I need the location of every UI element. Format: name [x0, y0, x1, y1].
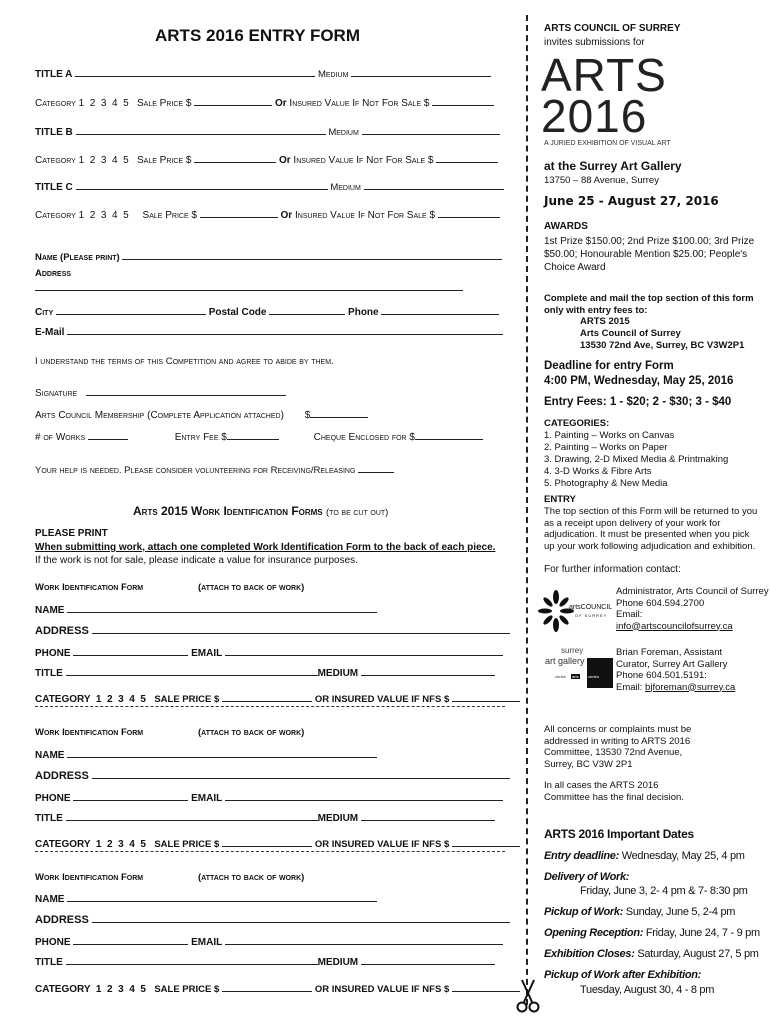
workid-phone-field[interactable] — [73, 933, 188, 945]
workid-email-label: EMAIL — [191, 793, 223, 804]
gallery-address: 13750 – 88 Avenue, Surrey — [544, 175, 659, 186]
arts-logo-word: ARTS — [541, 49, 667, 101]
workid-title-label: TITLE — [35, 957, 63, 968]
title-b-label: TITLE B — [35, 127, 73, 138]
membership-field[interactable] — [310, 406, 368, 418]
workid-sale-label: SALE PRICE $ — [154, 839, 220, 850]
signature-row — [35, 384, 286, 399]
city-label: City — [35, 307, 54, 318]
arts-council-logo-sub: OF SURREY — [575, 613, 608, 618]
name-field[interactable] — [122, 248, 502, 260]
num-works-label: # of Works — [35, 432, 86, 443]
phone-field[interactable] — [381, 303, 499, 315]
important-date-value: Sunday, June 5, 2-4 pm — [625, 906, 736, 918]
cheque-field[interactable] — [415, 428, 483, 440]
signature-field[interactable] — [86, 384, 286, 396]
workid-form-label: Work Identification Form — [35, 582, 144, 593]
contact-1-line: Administrator, Arts Council of Surrey — [616, 586, 769, 597]
workid-email-label: EMAIL — [191, 648, 223, 659]
title-c-row — [35, 178, 504, 193]
category-item: 4. 3-D Works & Fibre Arts — [544, 466, 652, 477]
important-date-label: Opening Reception: — [544, 927, 644, 939]
workid-name-field[interactable] — [67, 890, 377, 902]
workid-insured-label: OR INSURED VALUE IF NFS $ — [314, 694, 450, 705]
council-name: ARTS COUNCIL OF SURREY — [544, 23, 681, 34]
important-date-label: Pickup of Work after Exhibition: — [544, 969, 702, 981]
agreement-text: I understand the terms of this Competition and agree to abide by them. — [35, 356, 334, 367]
insured-value-b-field[interactable] — [436, 151, 498, 163]
workid-phone-row — [35, 933, 503, 948]
workid-address-row — [35, 767, 510, 782]
mail-address: 13530 72nd Ave, Surrey, BC V3W2P1 — [580, 340, 745, 351]
category-item: 1. Painting – Works on Canvas — [544, 430, 675, 441]
mail-org: Arts Council of Surrey — [580, 328, 681, 339]
category-c-row — [35, 206, 500, 221]
important-dates-heading: ARTS 2016 Important Dates — [544, 827, 694, 841]
category-label: Category — [35, 98, 76, 109]
category-numbers: 1 2 3 4 5 — [78, 210, 129, 221]
workid-title-field[interactable] — [66, 953, 318, 965]
workid-phone-field[interactable] — [73, 644, 188, 656]
attach-note: (attach to back of work) — [198, 582, 305, 593]
workid-medium-label: MEDIUM — [317, 813, 359, 824]
important-date-value: Saturday, August 27, 5 pm — [637, 948, 759, 960]
workid-address-row — [35, 622, 510, 637]
contact-1-line: Phone 604.594.2700 — [616, 597, 705, 609]
category-item: 5. Photography & New Media — [544, 478, 668, 489]
workid-name-row — [35, 601, 377, 616]
arts-logo-year: 2016 — [541, 90, 648, 142]
entry-fee-label: Entry Fee $ — [174, 432, 227, 443]
important-date — [544, 948, 759, 960]
workid-medium-field[interactable] — [361, 664, 495, 676]
workid-phone-label: PHONE — [35, 937, 71, 948]
deadline-time: 4:00 PM, Wednesday, May 25, 2016 — [544, 375, 734, 387]
medium-a-field[interactable] — [351, 65, 491, 77]
workid-category-row — [35, 835, 520, 850]
or-label: Or — [274, 98, 287, 109]
category-numbers: 1 2 3 4 5 — [78, 155, 129, 166]
contact-heading: For further information contact: — [544, 564, 681, 575]
workid-medium-label: MEDIUM — [317, 668, 359, 679]
gallery-logo-b: arts — [572, 674, 579, 679]
category-label: Category — [35, 210, 76, 221]
gallery-logo-block — [587, 658, 613, 688]
deadline-heading: Deadline for entry Form — [544, 360, 674, 372]
workid-email-field[interactable] — [225, 644, 503, 656]
insured-value-a-field[interactable] — [432, 94, 494, 106]
awards-text: 1st Prize $150.00; 2nd Prize $100.00; 3rd Prize $50.00; Honourable Mention $25.00; People's Choice Award — [544, 236, 755, 273]
flower-icon — [541, 590, 571, 632]
workid-category: CATEGORY 1 2 3 4 5 — [35, 694, 146, 705]
entry-fee-field[interactable] — [227, 428, 279, 440]
workid-title-label: TITLE — [35, 813, 63, 824]
contact-2-line: Curator, Surrey Art Gallery — [616, 658, 728, 670]
important-date — [544, 969, 701, 981]
address-label: Address — [35, 268, 72, 279]
category-b-row — [35, 151, 498, 166]
contact-2-email-row — [616, 682, 735, 694]
workid-name-label: NAME — [35, 750, 65, 761]
workid-address-field[interactable] — [92, 622, 510, 634]
important-date — [544, 927, 760, 939]
workid-name-field[interactable] — [67, 746, 377, 758]
gallery-logo-mid: art gallery — [545, 656, 585, 666]
gallery-name: at the Surrey Art Gallery — [544, 159, 682, 173]
contact-1-email[interactable]: info@artscouncilofsurrey.ca — [616, 620, 733, 632]
sale-price-label: Sale Price $ — [136, 98, 192, 109]
workid-medium-label: MEDIUM — [317, 957, 359, 968]
email-label: E-Mail — [35, 327, 65, 338]
medium-c-label: Medium — [330, 182, 361, 193]
contact-2-line: Phone 604.501.5191: — [616, 670, 707, 681]
category-item: 2. Painting – Works on Paper — [544, 442, 668, 453]
contact-2 — [616, 647, 735, 693]
workid-heading-main: Arts 2015 Work Identification Forms — [133, 504, 323, 518]
important-date — [580, 885, 748, 897]
arts-council-logo-text: artsCOUNCIL — [569, 604, 613, 611]
contact-1 — [616, 586, 769, 632]
important-date — [580, 984, 714, 996]
awards-heading: AWARDS — [544, 221, 588, 232]
workid-address-label: ADDRESS — [35, 770, 89, 782]
please-print: PLEASE PRINT — [35, 528, 108, 539]
or-label: Or — [278, 155, 291, 166]
membership-label: Arts Council Membership (Complete Application attached) — [35, 410, 284, 421]
gallery-logo-top: surrey — [561, 646, 584, 655]
gallery-logo-a: centre — [555, 674, 567, 679]
workid-heading — [133, 504, 388, 518]
workid-category: CATEGORY 1 2 3 4 5 — [35, 839, 146, 850]
sale-price-b-field[interactable] — [194, 151, 276, 163]
workid-phone-row — [35, 644, 503, 659]
invites-text: invites submissions for — [544, 37, 645, 48]
workid-sale-label: SALE PRICE $ — [154, 694, 220, 705]
important-date — [544, 871, 629, 883]
important-date-label: Pickup of Work: — [544, 906, 624, 918]
email-field[interactable] — [67, 323, 503, 335]
insured-value-label: Insured Value If Not For Sale $ — [289, 98, 430, 109]
workid-form-label: Work Identification Form — [35, 872, 144, 883]
workid-phone-label: PHONE — [35, 648, 71, 659]
works-row — [35, 428, 483, 443]
workid-email-label: EMAIL — [191, 937, 223, 948]
workid-title-label: TITLE — [35, 668, 63, 679]
membership-dollar: $ — [304, 410, 311, 421]
important-date-label: Exhibition Closes: — [544, 948, 635, 960]
page-title: ARTS 2016 ENTRY FORM — [155, 26, 360, 45]
contact-1-line: Email: — [616, 609, 643, 620]
workid-title-field[interactable] — [66, 809, 318, 821]
workid-instruction: When submitting work, attach one completed Work Identification Form to the back of each piece. — [35, 542, 496, 553]
category-label: Category — [35, 155, 76, 166]
workid-address-row — [35, 911, 510, 926]
workid-category: CATEGORY 1 2 3 4 5 — [35, 984, 146, 995]
surrey-art-gallery-logo — [541, 646, 613, 688]
juried-text: A JURIED EXHIBITION OF VISUAL ART — [544, 140, 671, 147]
title-c-label: TITLE C — [35, 182, 73, 193]
title-c-field[interactable] — [76, 178, 328, 190]
scissors-icon — [516, 978, 540, 1014]
insured-value-label: Insured Value If Not For Sale $ — [294, 210, 436, 221]
insured-value-label: Insured Value If Not For Sale $ — [293, 155, 434, 166]
sale-price-label: Sale Price $ — [142, 210, 197, 221]
insured-value-c-field[interactable] — [438, 206, 500, 218]
workid-phone-field[interactable] — [73, 789, 188, 801]
address-field[interactable] — [35, 290, 463, 291]
arts-council-logo — [541, 590, 613, 632]
membership-row — [35, 406, 368, 421]
title-b-field[interactable] — [76, 123, 326, 135]
workid-address-label: ADDRESS — [35, 914, 89, 926]
workid-sale-field[interactable] — [222, 980, 312, 992]
workid-name-row — [35, 890, 377, 905]
workid-title-row — [35, 809, 495, 824]
or-label: Or — [280, 210, 293, 221]
name-row — [35, 248, 502, 263]
email-row — [35, 323, 503, 338]
workid-email-field[interactable] — [225, 933, 503, 945]
workid-medium-field[interactable] — [361, 953, 495, 965]
workid-insured-label: OR INSURED VALUE IF NFS $ — [314, 984, 450, 995]
workid-medium-field[interactable] — [361, 809, 495, 821]
workid-sale-field[interactable] — [222, 690, 312, 702]
sale-price-c-field[interactable] — [200, 206, 278, 218]
workid-sale-field[interactable] — [222, 835, 312, 847]
workid-name-label: NAME — [35, 605, 65, 616]
phone-label: Phone — [348, 307, 379, 318]
workid-title-row — [35, 664, 495, 679]
medium-c-field[interactable] — [364, 178, 504, 190]
workid-name-label: NAME — [35, 894, 65, 905]
contact-2-email[interactable]: bjforeman@surrey.ca — [645, 681, 736, 693]
categories-heading: CATEGORIES: — [544, 418, 610, 429]
city-field[interactable] — [56, 303, 206, 315]
postal-code-label: Postal Code — [208, 307, 267, 318]
contact-2-line: Brian Foreman, Assistant — [616, 647, 723, 658]
volunteer-field[interactable] — [358, 461, 394, 473]
workid-phone-label: PHONE — [35, 793, 71, 804]
cheque-label: Cheque Enclosed for $ — [313, 432, 415, 443]
final-decision-text: In all cases the ARTS 2016 Committee has the final decision. — [544, 780, 684, 803]
workid-heading-note: (to be cut out) — [326, 507, 389, 518]
title-a-field[interactable] — [75, 65, 315, 77]
workid-insured-field[interactable] — [452, 690, 520, 702]
cut-line — [35, 706, 505, 707]
workid-insured-field[interactable] — [452, 980, 520, 992]
attach-note: (attach to back of work) — [198, 872, 305, 883]
important-date-value: Friday, June 24, 7 - 9 pm — [645, 927, 760, 939]
workid-title-field[interactable] — [66, 664, 318, 676]
title-a-row — [35, 65, 491, 80]
important-date — [544, 850, 745, 862]
workid-address-field[interactable] — [92, 911, 510, 923]
sale-price-label: Sale Price $ — [136, 155, 192, 166]
workid-name-row — [35, 746, 377, 761]
concerns-text: All concerns or complaints must be addressed in writing to ARTS 2016 Committee, 13530 72nd Avenue, Surrey, BC V3W 2P1 — [544, 724, 692, 770]
important-date-label: Delivery of Work: — [544, 871, 630, 883]
volunteer-text: Your help is needed. Please consider volunteering for Receiving/Releasing — [35, 465, 356, 476]
workid-name-field[interactable] — [67, 601, 377, 613]
workid-title-row — [35, 953, 495, 968]
important-date-label: Entry deadline: — [544, 850, 619, 862]
city-row — [35, 303, 499, 318]
entry-heading: ENTRY — [544, 494, 576, 505]
mail-instructions: Complete and mail the top section of this form only with entry fees to: — [544, 293, 754, 316]
title-a-label: TITLE A — [35, 69, 73, 80]
contact-2-email-label: Email: — [616, 681, 643, 693]
vertical-cut-line — [526, 15, 528, 1005]
category-numbers: 1 2 3 4 5 — [78, 98, 129, 109]
workid-insured-field[interactable] — [452, 835, 520, 847]
workid-email-field[interactable] — [225, 789, 503, 801]
entry-text: The top section of this Form will be returned to you as a receipt upon delivery of your work for adjudication. It must be presented when you pick up your work following adjudication and exhibition. — [544, 506, 758, 552]
medium-a-label: Medium — [317, 69, 349, 80]
gallery-logo-c: centro — [588, 674, 600, 679]
important-date-value: Tuesday, August 30, 4 - 8 pm — [580, 984, 715, 996]
cut-line — [35, 851, 505, 852]
exhibition-dates: June 25 - August 27, 2016 — [544, 194, 719, 208]
workid-phone-row — [35, 789, 503, 804]
insurance-note: If the work is not for sale, please indicate a value for insurance purposes. — [35, 555, 358, 566]
signature-label: Signature — [35, 388, 78, 399]
workid-address-field[interactable] — [92, 767, 510, 779]
workid-insured-label: OR INSURED VALUE IF NFS $ — [314, 839, 450, 850]
workid-sale-label: SALE PRICE $ — [154, 984, 220, 995]
mail-name: ARTS 2015 — [580, 316, 630, 327]
title-b-row — [35, 123, 500, 138]
sale-price-a-field[interactable] — [194, 94, 272, 106]
category-item: 3. Drawing, 2-D Mixed Media & Printmaking — [544, 454, 729, 465]
important-date-value: Wednesday, May 25, 4 pm — [621, 850, 745, 862]
medium-b-label: Medium — [328, 127, 359, 138]
workid-category-row — [35, 690, 520, 705]
workid-form-label: Work Identification Form — [35, 727, 144, 738]
workid-category-row — [35, 980, 520, 995]
name-label: Name (Please print) — [35, 252, 120, 263]
medium-b-field[interactable] — [362, 123, 500, 135]
postal-code-field[interactable] — [269, 303, 345, 315]
volunteer-row — [35, 461, 394, 476]
category-a-row — [35, 94, 494, 109]
attach-note: (attach to back of work) — [198, 727, 305, 738]
entry-fees: Entry Fees: 1 - $20; 2 - $30; 3 - $40 — [544, 396, 732, 408]
important-date — [544, 906, 735, 918]
workid-address-label: ADDRESS — [35, 625, 89, 637]
num-works-field[interactable] — [88, 428, 128, 440]
important-date-value: Friday, June 3, 2- 4 pm & 7- 8:30 pm — [580, 885, 748, 897]
